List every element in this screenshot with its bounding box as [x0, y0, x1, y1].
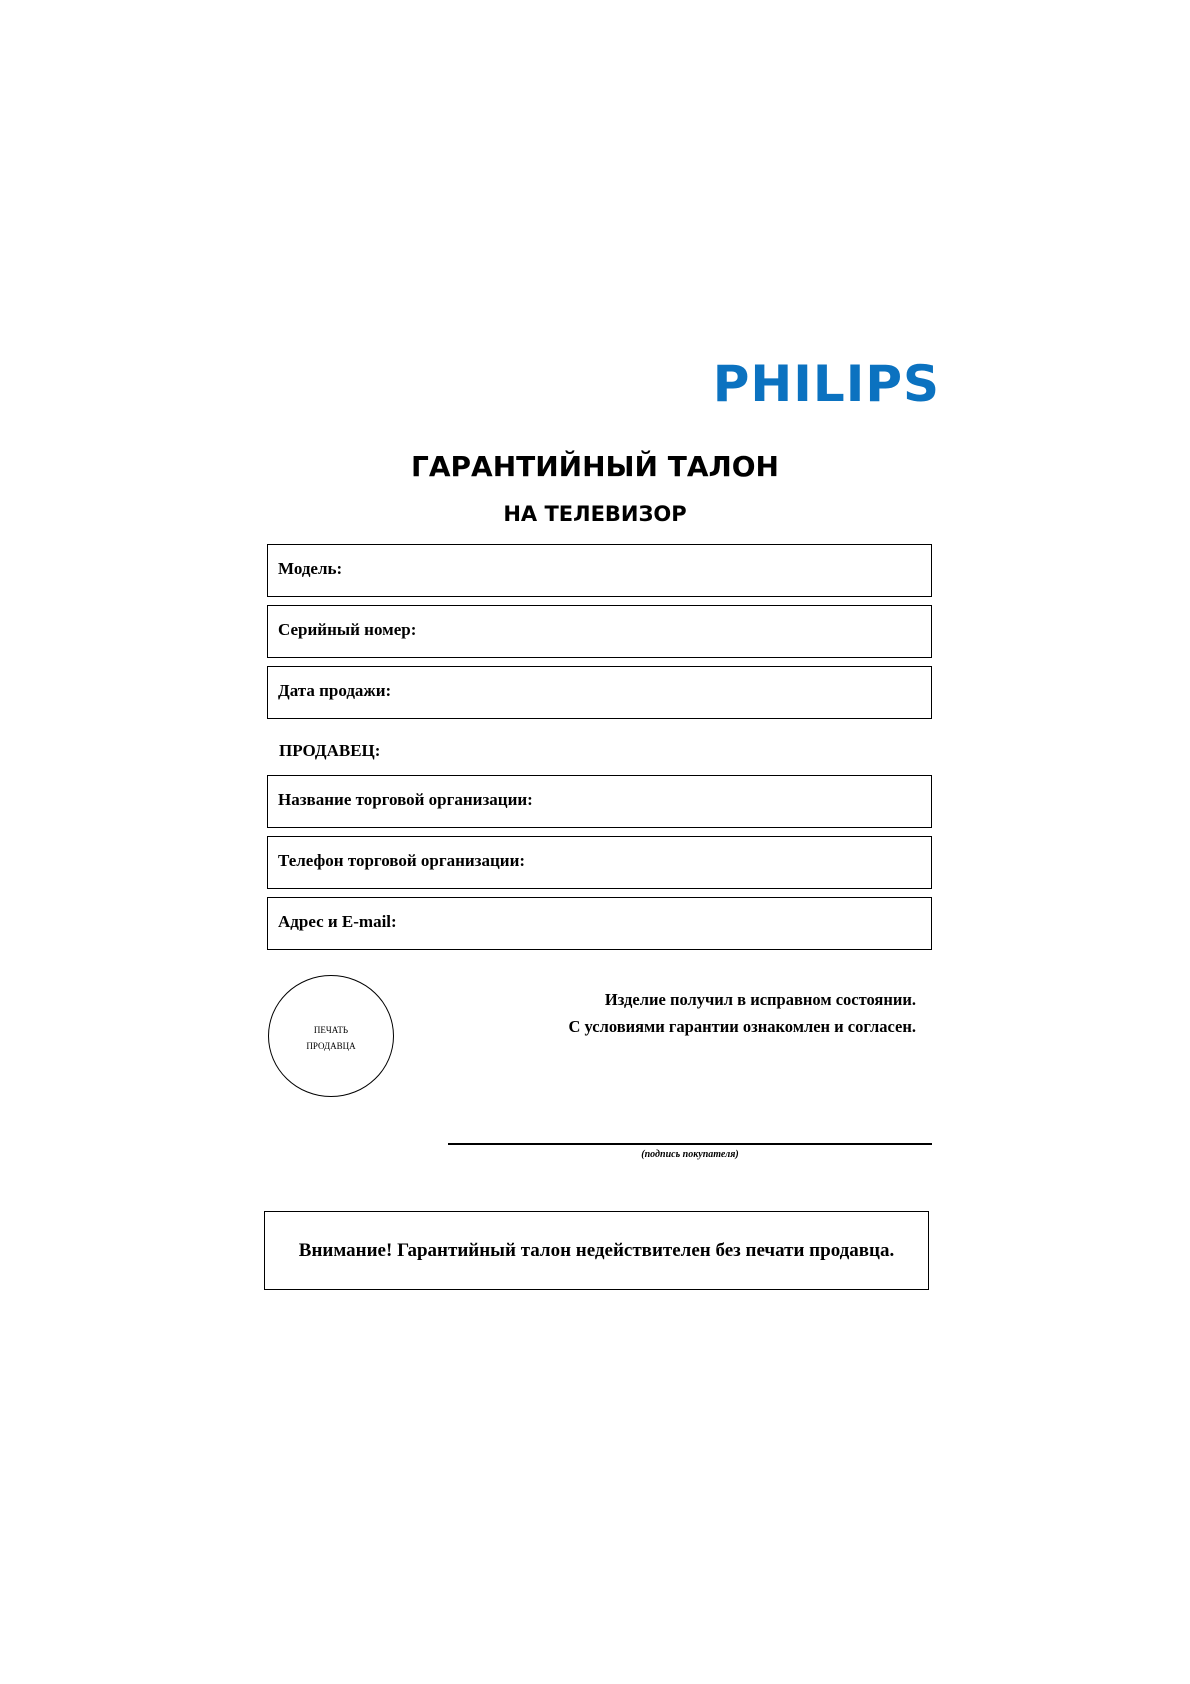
document-subtitle: НА ТЕЛЕВИЗОР [503, 502, 687, 526]
organization-phone-label: Телефон торговой организации: [278, 851, 526, 870]
warning-box: Внимание! Гарантийный талон недействителен без печати продавца. [264, 1211, 929, 1290]
document-title: ГАРАНТИЙНЫЙ ТАЛОН [411, 450, 779, 483]
model-label: Модель: [278, 559, 343, 578]
organization-name-label: Название торговой организации: [278, 790, 533, 809]
acknowledgement-line-1: Изделие получил в исправном состоянии. [604, 990, 916, 1009]
seller-heading: ПРОДАВЕЦ: [279, 741, 381, 760]
organization-phone-field [267, 836, 932, 889]
philips-logo: PHILIPS [712, 355, 940, 413]
sale-date-field [267, 666, 932, 719]
stamp-line-1: ПЕЧАТЬ [313, 1025, 349, 1035]
serial-number-label: Серийный номер: [278, 620, 417, 639]
sale-date-label: Дата продажи: [278, 681, 392, 700]
address-email-label: Адрес и E-mail: [278, 912, 397, 931]
organization-name-field [267, 775, 932, 828]
acknowledgement-line-2: С условиями гарантии ознакомлен и согласен. [568, 1017, 916, 1036]
stamp-line-2: ПРОДАВЦА [306, 1041, 356, 1051]
signature-caption: (подпись покупателя) [641, 1149, 739, 1160]
serial-number-field [267, 605, 932, 658]
buyer-signature-line [448, 1143, 932, 1145]
model-field [267, 544, 932, 597]
address-email-field [267, 897, 932, 950]
